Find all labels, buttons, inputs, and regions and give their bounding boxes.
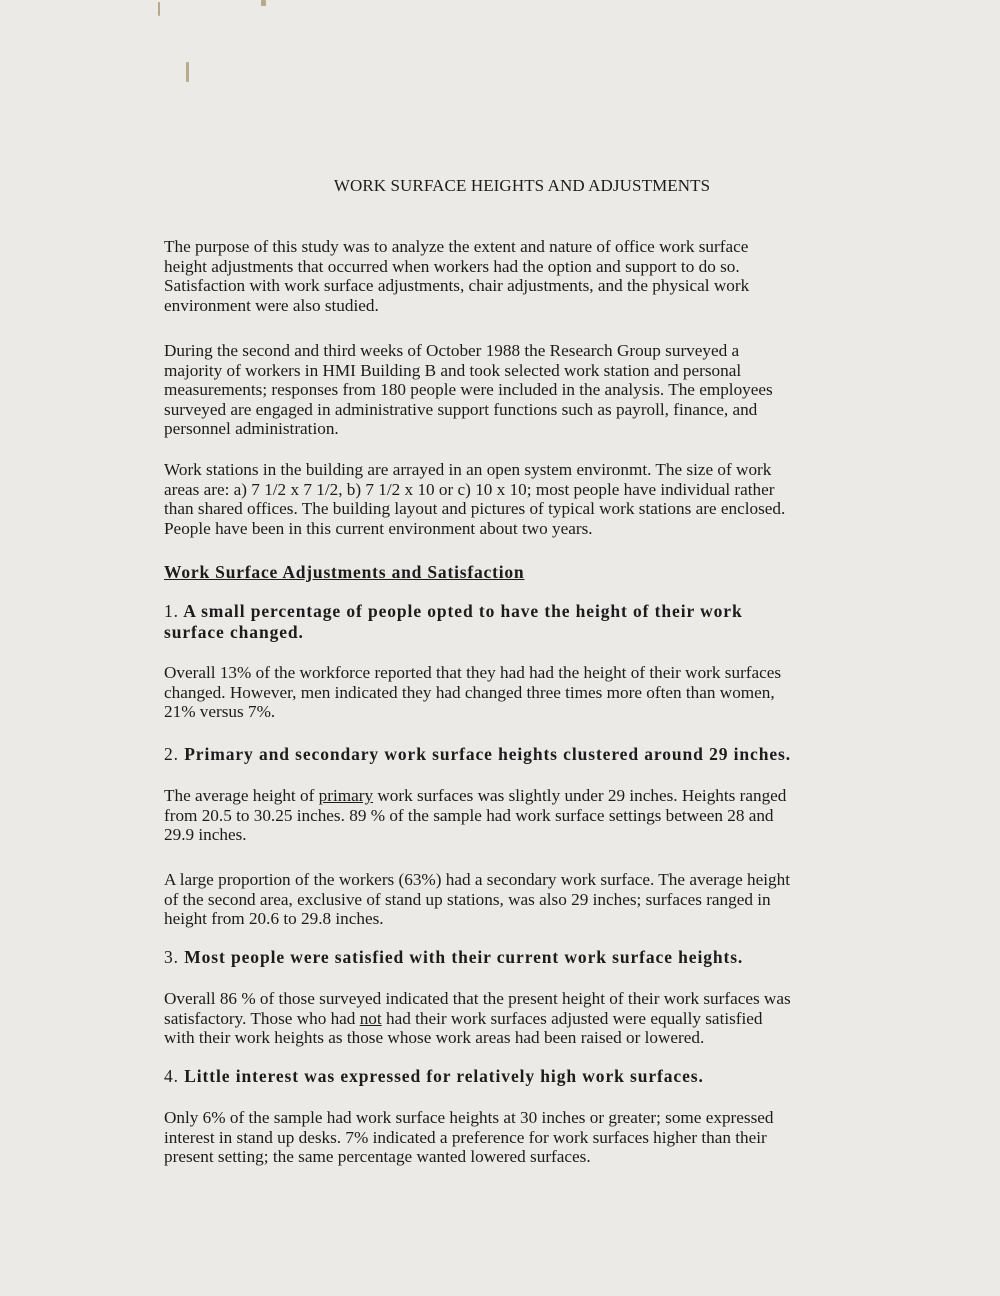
text-line: areas are: a) 7 1/2 x 7 1/2, b) 7 1/2 x 10 or c) 10 x 10; most people have individual rather (164, 479, 775, 499)
text-line: Overall 13% of the workforce reported that they had had the height of their work surfaces (164, 663, 782, 682)
finding-2-heading (164, 744, 894, 765)
finding-1-heading (164, 601, 894, 643)
text-line: interest in stand up desks. 7% indicated a preference for work surfaces higher than their (164, 1127, 767, 1147)
finding-4-paragraph (164, 1108, 894, 1167)
finding-number: 2. (164, 744, 179, 764)
text-line: height from 20.6 to 29.8 inches. (164, 909, 384, 929)
finding-number: 3. (164, 947, 179, 967)
text-line: measurements; responses from 180 people were included in the analysis. The employees (164, 380, 773, 400)
paper-speck (186, 62, 189, 82)
text-line: present setting; the same percentage wanted lowered surfaces. (164, 1147, 591, 1167)
finding-3-paragraph (164, 989, 894, 1048)
text-line: satisfactory. Those who had not had their work surfaces adjusted were equally satisfied (164, 1008, 763, 1028)
finding-2-paragraph-1 (164, 786, 894, 845)
text-line: The purpose of this study was to analyze the extent and nature of office work surface (164, 237, 749, 256)
text-line: Only 6% of the sample had work surface heights at 30 inches or greater; some expressed (164, 1108, 774, 1127)
intro-paragraph-2 (164, 341, 894, 439)
intro-paragraph-1 (164, 237, 894, 315)
text-line: with their work heights as those whose work areas had been raised or lowered. (164, 1028, 705, 1048)
text-line: 21% versus 7%. (164, 702, 276, 722)
finding-number: 4. (164, 1066, 179, 1086)
finding-2-paragraph-2 (164, 870, 894, 929)
text-line: 29.9 inches. (164, 825, 247, 845)
heading-line: 4. Little interest was expressed for relatively high work surfaces. (164, 1066, 704, 1086)
heading-line: 3. Most people were satisfied with their current work surface heights. (164, 947, 744, 967)
text-line: A large proportion of the workers (63%) had a secondary work surface. The average height (164, 870, 790, 889)
text-line: changed. However, men indicated they had changed three times more often than women, (164, 682, 775, 702)
underlined-word: not (359, 1008, 382, 1028)
finding-number: 1. (164, 601, 179, 621)
text-line: personnel administration. (164, 419, 339, 439)
finding-3-heading (164, 947, 894, 968)
text-line: height adjustments that occurred when workers had the option and support to do so. (164, 256, 740, 276)
text-line: than shared offices. The building layout and pictures of typical work stations are enclosed. (164, 499, 786, 519)
heading-line: 2. Primary and secondary work surface heights clustered around 29 inches. (164, 744, 792, 764)
heading-line: 1. A small percentage of people opted to have the height of their work (164, 601, 743, 621)
intro-paragraph-3 (164, 460, 894, 538)
text-line: The average height of primary work surfaces was slightly under 29 inches. Heights ranged (164, 786, 787, 805)
section-heading: Work Surface Adjustments and Satisfaction (164, 562, 525, 582)
text-line: of the second area, exclusive of stand up stations, was also 29 inches; surfaces ranged in (164, 889, 771, 909)
document-title: WORK SURFACE HEIGHTS AND ADJUSTMENTS (333, 176, 711, 195)
finding-1-paragraph (164, 663, 894, 722)
heading-line: surface changed. (164, 622, 304, 642)
text-line: Satisfaction with work surface adjustments, chair adjustments, and the physical work (164, 276, 750, 296)
text-line: During the second and third weeks of October 1988 the Research Group surveyed a (164, 341, 740, 360)
text-line: People have been in this current environment about two years. (164, 518, 593, 538)
underlined-word: primary (318, 786, 374, 805)
finding-4-heading (164, 1066, 894, 1087)
text-line: surveyed are engaged in administrative support functions such as payroll, finance, and (164, 399, 758, 419)
text-line: Overall 86 % of those surveyed indicated that the present height of their work surfaces was (164, 989, 791, 1008)
text-line: from 20.5 to 30.25 inches. 89 % of the sample had work surface settings between 28 and (164, 805, 774, 825)
text-line: Work stations in the building are arrayed in an open system environmt. The size of work (164, 460, 772, 479)
text-line: majority of workers in HMI Building B and took selected work station and personal (164, 360, 742, 380)
paper-speck (158, 2, 160, 16)
paper-speck (261, 0, 266, 6)
text-line: environment were also studied. (164, 295, 379, 315)
